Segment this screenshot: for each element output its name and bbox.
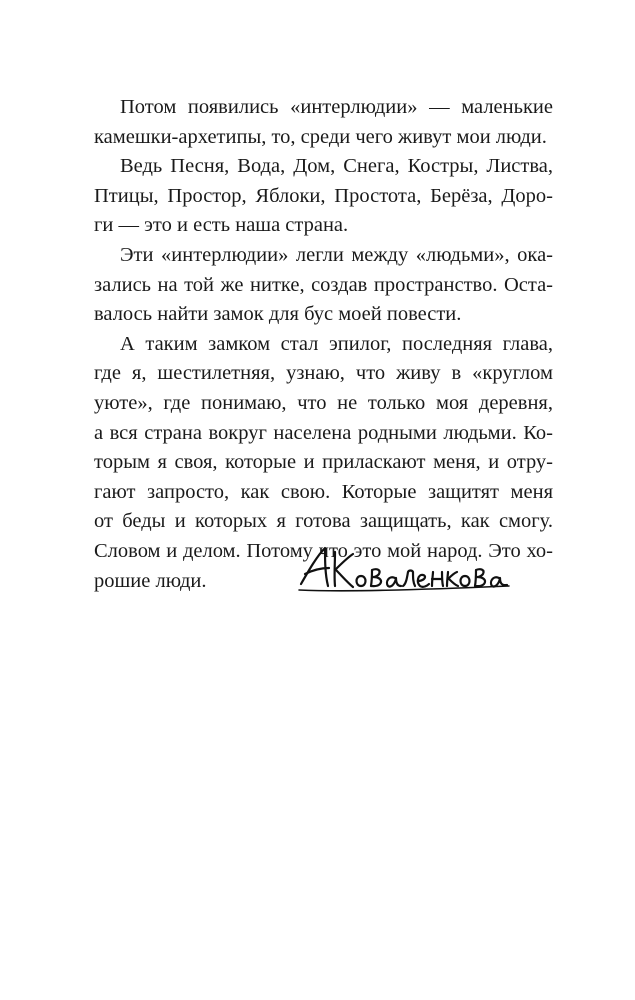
- body-text: [94, 93, 553, 596]
- text-line: рошие люди.: [94, 569, 207, 592]
- handwritten-signature: [295, 540, 515, 604]
- paragraph-2: [94, 152, 553, 241]
- text-line: где я, шестилетняя, узнаю, что живу в «круглом: [94, 362, 553, 385]
- paragraph-3: [94, 241, 553, 330]
- text-line: Потом появились «интерлюдии» — маленькие: [120, 96, 553, 118]
- text-line: гают запросто, как свою. Которые защитят меня: [94, 480, 553, 503]
- text-line: Птицы, Простор, Яблоки, Простота, Берёза, Доро-: [94, 184, 553, 207]
- text-line: А таким замком стал эпилог, последняя глава,: [120, 332, 553, 355]
- text-line: уюте», где понимаю, что не только моя деревня,: [94, 391, 553, 414]
- text-line: Ведь Песня, Вода, Дом, Снега, Костры, Листва,: [120, 155, 553, 178]
- text-line: торым я своя, которые и приласкают меня, и отру-: [94, 451, 553, 474]
- text-line: от беды и которых я готова защищать, как смогу.: [94, 510, 553, 533]
- text-line: Эти «интерлюдии» легли между «людьми», ока-: [120, 243, 553, 266]
- text-line: а вся страна вокруг населена родными людьми. Ко-: [94, 421, 553, 444]
- text-line: Словом и делом. Потому что это мой народ. Это хо-: [94, 539, 553, 562]
- text-line: валось найти замок для бус моей повести.: [94, 303, 462, 326]
- text-line: камешки-архетипы, то, среди чего живут мои люди.: [94, 125, 547, 148]
- signature-ink: [299, 548, 509, 591]
- text-line: ги — это и есть наша страна.: [94, 214, 349, 237]
- text-line: зались на той же нитке, создав пространство. Оста-: [94, 273, 553, 296]
- paragraph-1: [94, 93, 553, 152]
